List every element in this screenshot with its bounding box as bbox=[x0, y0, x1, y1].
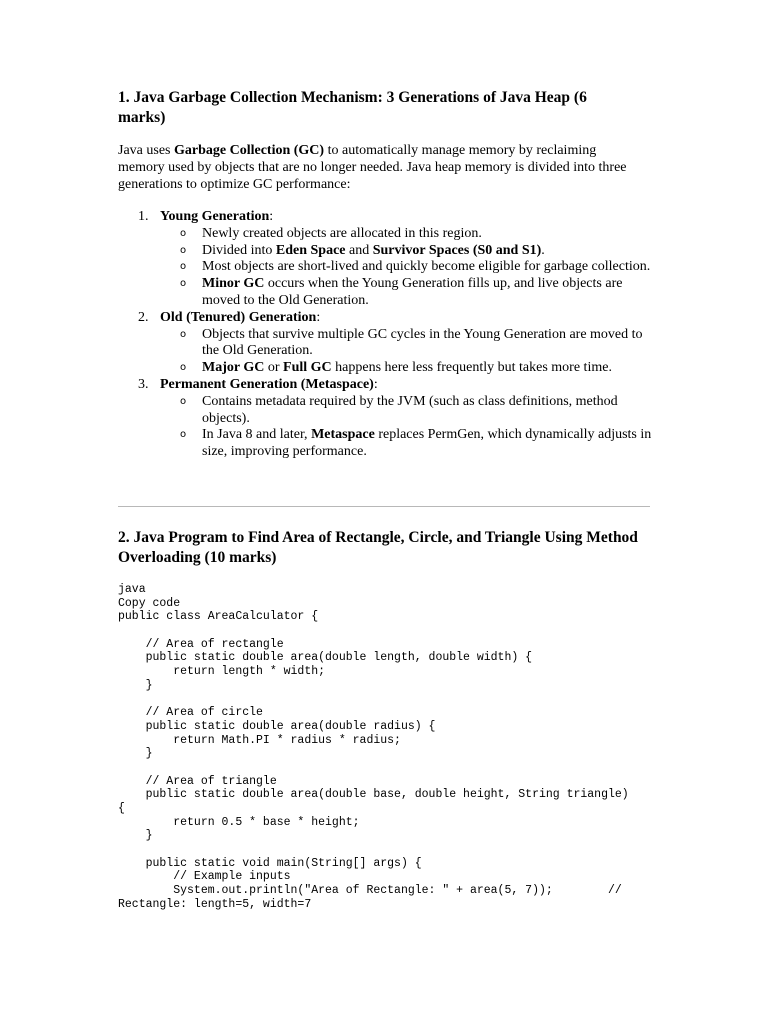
code-line: } bbox=[118, 678, 153, 692]
sub-item-text: Most objects are short-lived and quickly become eligible for garbage collection. bbox=[202, 259, 651, 275]
section2-heading: 2. Java Program to Find Area of Rectangle, Circle, and Triangle Using Method Overloading (10 marks) bbox=[118, 529, 638, 566]
sub-item bbox=[118, 360, 654, 377]
sub-item-bold: Minor GC bbox=[202, 276, 265, 292]
sub-item-text: Objects that survive multiple GC cycles in the Young Generation are moved to the Old Generation. bbox=[202, 326, 643, 359]
list-item-suffix: : bbox=[373, 376, 378, 392]
sub-item-text: Divided into bbox=[202, 242, 276, 258]
code-line: return Math.PI * radius * radius; bbox=[118, 733, 401, 747]
code-line: public static void main(String[] args) { bbox=[118, 856, 422, 870]
section1-intro bbox=[118, 142, 638, 193]
list-item-old-generation bbox=[118, 310, 658, 327]
code-line: java bbox=[118, 583, 146, 596]
code-line bbox=[118, 693, 629, 707]
sub-item-text: Contains metadata required by the JVM (such as class definitions, method objects). bbox=[202, 393, 618, 426]
bullet-icon bbox=[180, 427, 186, 444]
sub-item-bold: Survivor Spaces (S0 and S1) bbox=[372, 242, 542, 258]
code-line: { bbox=[118, 802, 125, 815]
code-line: } bbox=[118, 829, 153, 843]
bullet-icon bbox=[180, 226, 186, 243]
sub-item-text: In Java 8 and later, bbox=[202, 427, 312, 443]
sub-item bbox=[118, 327, 654, 361]
bullet-icon bbox=[180, 259, 186, 276]
sub-item-text: and bbox=[345, 242, 373, 258]
code-line: return length * width; bbox=[118, 665, 326, 679]
code-line: } bbox=[118, 747, 153, 761]
list-number: 1. bbox=[138, 209, 149, 224]
bullet-icon bbox=[180, 243, 186, 260]
code-block bbox=[118, 583, 629, 912]
sub-item-bold: Metaspace bbox=[311, 427, 375, 443]
sub-item-bold: Major GC bbox=[202, 360, 265, 376]
intro-text-cont: to automatically manage memory by reclaiming memory used by objects that are no longer needed. Java heap memory is divided into three generations to optimize GC performance: bbox=[118, 143, 627, 192]
code-line: return 0.5 * base * height; bbox=[118, 815, 360, 829]
list-item-title: Old (Tenured) Generation bbox=[160, 309, 317, 325]
code-line: System.out.println("Area of Rectangle: " + area(5, 7)); // bbox=[118, 884, 622, 898]
sub-item-bold: Full GC bbox=[283, 360, 332, 376]
code-line: Rectangle: length=5, width=7 bbox=[118, 897, 312, 911]
list-item-permanent-generation bbox=[118, 377, 658, 394]
copy-code-label: Copy code bbox=[118, 596, 181, 610]
code-line: public class AreaCalculator { bbox=[118, 610, 319, 624]
sub-item-text: or bbox=[264, 360, 284, 376]
sub-item bbox=[118, 259, 654, 276]
intro-text: Java uses bbox=[118, 143, 174, 158]
list-item-title: Young Generation bbox=[160, 209, 270, 224]
sub-item-text: Newly created objects are allocated in this region. bbox=[202, 225, 482, 241]
sub-item-text: replaces PermGen, which dynamically adjusts in size, improving performance. bbox=[202, 427, 652, 460]
code-line bbox=[118, 843, 629, 857]
code-line bbox=[118, 624, 629, 638]
sub-item bbox=[118, 394, 654, 428]
code-line: // Area of circle bbox=[118, 706, 263, 720]
sub-item-text: occurs when the Young Generation fills up, and live objects are moved to the Old Generation. bbox=[202, 276, 623, 308]
list-number: 3. bbox=[138, 376, 149, 392]
list-item-suffix: : bbox=[316, 309, 321, 325]
bullet-icon bbox=[180, 360, 186, 377]
list-item-suffix: : bbox=[269, 209, 274, 224]
sub-item bbox=[118, 276, 654, 310]
list-item-title: Permanent Generation (Metaspace) bbox=[160, 376, 374, 392]
code-line: // Example inputs bbox=[118, 870, 291, 884]
sub-item-text: . bbox=[541, 242, 545, 258]
code-line: // Area of rectangle bbox=[118, 637, 284, 651]
sub-item bbox=[118, 427, 654, 461]
intro-bold-gc: Garbage Collection (GC) bbox=[174, 143, 325, 158]
code-line: public static double area(double radius) { bbox=[118, 719, 436, 733]
sub-item-bold: Eden Space bbox=[275, 242, 346, 258]
generations-list bbox=[118, 209, 658, 461]
list-number: 2. bbox=[138, 309, 149, 325]
code-line: public static double area(double length, double width) { bbox=[118, 651, 533, 665]
sub-item bbox=[118, 243, 654, 260]
bullet-icon bbox=[180, 327, 186, 344]
bullet-icon bbox=[180, 276, 186, 293]
code-line bbox=[118, 761, 629, 775]
section1-heading: 1. Java Garbage Collection Mechanism: 3 Generations of Java Heap (6 marks) bbox=[118, 89, 587, 126]
list-item-young-generation bbox=[118, 209, 658, 226]
sub-item bbox=[118, 226, 654, 243]
code-line: public static double area(double base, double height, String triangle) bbox=[118, 788, 629, 802]
bullet-icon bbox=[180, 394, 186, 411]
horizontal-divider bbox=[118, 506, 650, 507]
sub-item-text: happens here less frequently but takes more time. bbox=[331, 360, 612, 376]
code-line: // Area of triangle bbox=[118, 774, 277, 788]
